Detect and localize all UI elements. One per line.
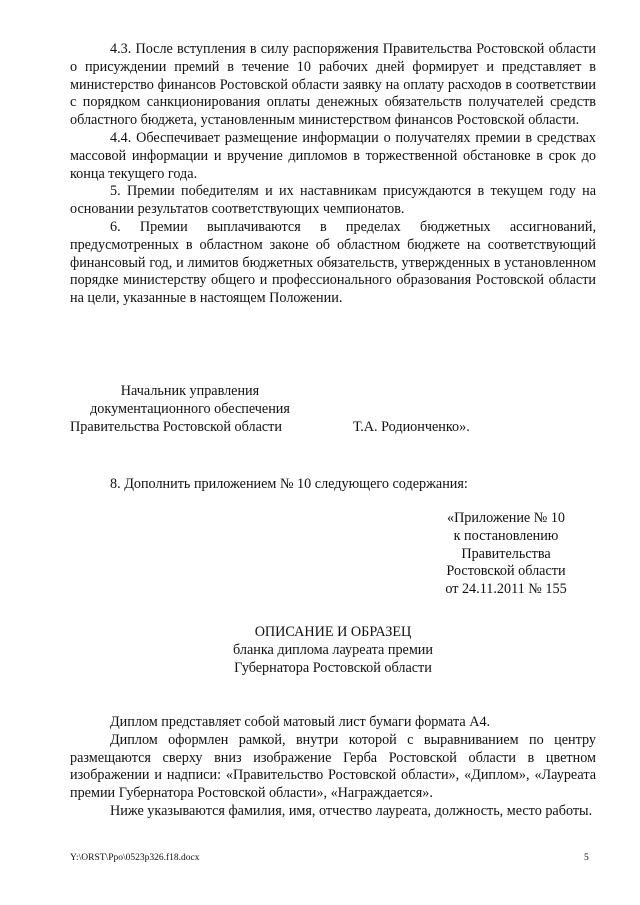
item-8-instruction: 8. Дополнить приложением № 10 следующего содержания:	[110, 476, 468, 492]
signature-position-line-3: Правительства Ростовской области	[70, 418, 282, 435]
appendix-line-3: Правительства	[461, 545, 551, 562]
paragraph-diploma-format: Диплом представляет собой матовый лист бумаги формата А4.	[110, 714, 491, 730]
paragraph-5: 5. Премии победителям и их наставникам присуждаются в текущем году на основании результатов соответствующих чемпионатов.	[70, 183, 596, 218]
signature-position-line-2: документационного обеспечения	[90, 400, 290, 417]
paragraph-diploma-design: Диплом оформлен рамкой, внутри которой с выравниванием по центру размещаются сверху вниз изображение Герба Ростовской области в цветном изображении и надписи: «Правительство Ростовской области», «Диплом», «Лауреата премии Губернатора Ростовской области», «Награждается».	[70, 731, 596, 802]
document-title: ОПИСАНИЕ И ОБРАЗЕЦ	[254, 624, 412, 640]
appendix-line-4: Ростовской области	[446, 563, 566, 580]
paragraph-6: 6. Премии выплачиваются в пределах бюджетных ассигнований, предусмотренных в областном законе об областном бюджете на соответствующий финансовый год, и лимитов бюджетных обязательств, утвержденных в установленном порядке министерству общего и профессионального образования Ростовской области на цели, указанные в настоящем Положении.	[70, 218, 596, 307]
paragraph-4-3: 4.3. После вступления в силу распоряжения Правительства Ростовской области о присуждении премий в течение 10 рабочих дней формирует и представляет в министерство финансов Ростовской области заявку на оплату расходов в соответствии с порядком санкционирования оплаты денежных обязательств получателей средств областного бюджета, установленным министерством финансов Ростовской области.	[70, 41, 596, 129]
signature-position-line-1: Начальник управления	[120, 383, 260, 399]
appendix-line-2: к постановлению	[453, 527, 559, 544]
bottom-text-block	[70, 714, 596, 821]
paragraph-diploma-fields: Ниже указываются фамилия, имя, отчество лауреата, должность, место работы.	[110, 802, 593, 819]
appendix-line-5: от 24.11.2011 № 155	[445, 581, 567, 598]
appendix-line-1: «Приложение № 10	[446, 510, 566, 526]
paragraph-4-4: 4.4. Обеспечивает размещение информации о получателях премии в средствах массовой информации и вручение дипломов в торжественной обстановке в срок до конца текущего года.	[70, 129, 596, 182]
footer-file-path: Y:\ORST\Ppo\0523p326.f18.docx	[70, 853, 200, 863]
appendix-header	[420, 510, 592, 599]
signatory-name: Т.А. Родионченко».	[353, 418, 470, 435]
document-title-block	[70, 624, 596, 677]
signature-block	[70, 383, 570, 436]
footer-page-number: 5	[584, 853, 589, 863]
document-subtitle-1: бланка диплома лауреата премии	[233, 641, 433, 658]
top-text-block	[70, 41, 596, 308]
document-subtitle-2: Губернатора Ростовской области	[234, 659, 432, 676]
